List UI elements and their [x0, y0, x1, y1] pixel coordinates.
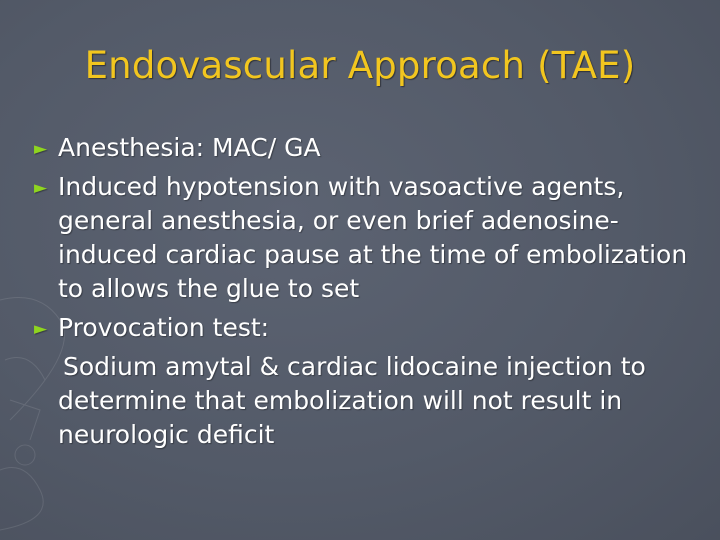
sub-paragraph: Sodium amytal & cardiac lidocaine injection to determine that embolization will not result in neurologic deficit: [58, 352, 646, 449]
slide-body: [34, 131, 694, 452]
bullet-text: Provocation test:: [58, 313, 270, 342]
bullet-arrow-icon: ►: [34, 139, 48, 159]
bullet-arrow-icon: ►: [34, 319, 48, 339]
bullet-text: Anesthesia: MAC/ GA: [58, 133, 321, 162]
bullet-item: [34, 311, 694, 345]
bullet-item: [34, 131, 694, 165]
bullet-text: Induced hypotension with vasoactive agents, general anesthesia, or even brief adenosine-induced cardiac pause at the time of embolization to allows the glue to set: [58, 172, 688, 303]
slide-title: Endovascular Approach (TAE): [84, 44, 636, 87]
bullet-item: [34, 170, 694, 306]
bullet-arrow-icon: ►: [34, 178, 48, 198]
